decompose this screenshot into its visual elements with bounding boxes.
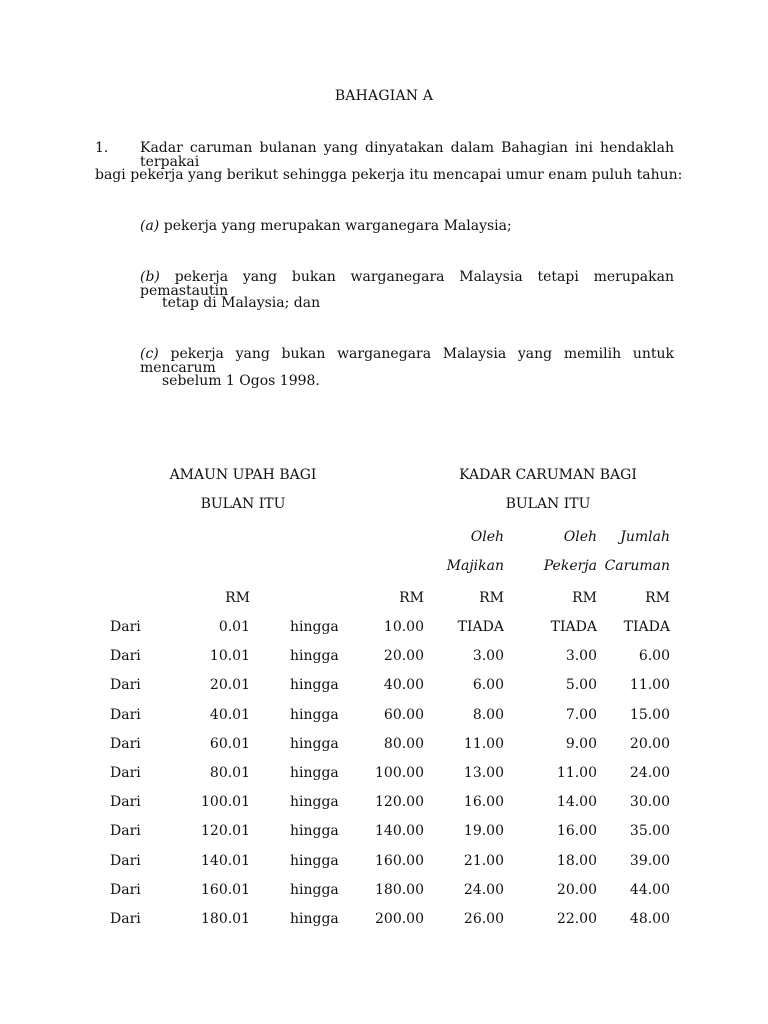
cell-from: 180.01 [201,910,250,927]
cell-total: 20.00 [629,735,670,752]
cell-total: 39.00 [629,852,670,869]
table-row [0,883,768,912]
cell-from: 20.01 [209,677,250,694]
cell-employee: 20.00 [556,881,597,898]
cell-total: 30.00 [629,794,670,811]
cell-total: 15.00 [629,706,670,723]
cell-employer: 24.00 [463,881,504,898]
cell-to: 60.00 [383,706,424,723]
list-item-c [140,347,674,375]
table-row [0,766,768,795]
header-wage-amount: AMAUN UPAH BAGI [169,467,317,483]
list-item-c-continuation: sebelum 1 Ogos 1998. [162,373,320,389]
item-label: (a) [140,218,160,234]
item-text: pekerja yang bukan warganegara Malaysia yang memilih untuk mencarum [140,346,674,376]
cell-to: 160.00 [375,852,424,869]
cell-employer: 6.00 [472,677,504,694]
table-row [0,678,768,707]
table-row [0,912,768,941]
cell-dari: Dari [110,881,141,898]
cell-hingga: hingga [290,619,339,635]
cell-dari: Dari [110,794,141,811]
table-row [0,620,768,649]
cell-hingga: hingga [290,852,339,869]
contribution-table [0,620,768,941]
cell-to: 10.00 [383,619,424,635]
table-row [0,824,768,853]
list-item-b [140,270,674,298]
cell-from: 120.01 [201,823,250,840]
cell-employee: 5.00 [565,677,597,694]
cell-total: 24.00 [629,764,670,781]
cell-dari: Dari [110,852,141,869]
cell-from: 100.01 [201,794,250,811]
cell-total: 11.00 [629,677,670,694]
cell-employee: 18.00 [556,852,597,869]
table-row [0,854,768,883]
cell-employer: TIADA [457,619,504,635]
cell-employee: 16.00 [556,823,597,840]
cell-employer: 26.00 [463,910,504,927]
cell-to: 180.00 [375,881,424,898]
cell-hingga: hingga [290,764,339,781]
cell-to: 40.00 [383,677,424,694]
cell-employee: 9.00 [565,735,597,752]
section-title: BAHAGIAN A [334,88,434,104]
col-header-employee-2: Pekerja [543,558,597,574]
cell-employer: 11.00 [463,735,504,752]
table-row [0,708,768,737]
cell-to: 100.00 [375,764,424,781]
unit-employee: RM [572,590,597,606]
cell-dari: Dari [110,910,141,927]
cell-dari: Dari [110,677,141,694]
item-label: (b) [140,269,160,285]
cell-dari: Dari [110,619,141,635]
cell-from: 60.01 [209,735,250,752]
cell-employee: 22.00 [556,910,597,927]
cell-hingga: hingga [290,823,339,840]
unit-from: RM [225,590,250,606]
header-contribution-rate: KADAR CARUMAN BAGI [459,467,637,483]
cell-hingga: hingga [290,648,339,665]
cell-employee: 7.00 [565,706,597,723]
unit-total: RM [645,590,670,606]
cell-dari: Dari [110,706,141,723]
col-header-employee-1: Oleh [563,529,597,545]
cell-employee: 14.00 [556,794,597,811]
cell-hingga: hingga [290,706,339,723]
cell-from: 80.01 [209,764,250,781]
table-row [0,795,768,824]
list-item-a [140,219,512,233]
cell-hingga: hingga [290,735,339,752]
cell-to: 120.00 [375,794,424,811]
cell-employee: 3.00 [565,648,597,665]
cell-total: 48.00 [629,910,670,927]
cell-hingga: hingga [290,677,339,694]
cell-from: 0.01 [218,619,250,635]
cell-to: 20.00 [383,648,424,665]
paragraph-number: 1. [95,140,109,156]
cell-dari: Dari [110,648,141,665]
cell-employer: 21.00 [463,852,504,869]
header-contribution-month: BULAN ITU [505,496,591,512]
item-text: pekerja yang merupakan warganegara Malaysia; [163,218,512,234]
cell-employee: TIADA [550,619,597,635]
table-row [0,649,768,678]
cell-hingga: hingga [290,794,339,811]
cell-total: 44.00 [629,881,670,898]
cell-total: 6.00 [638,648,670,665]
cell-from: 160.01 [201,881,250,898]
unit-employer: RM [479,590,504,606]
cell-total: 35.00 [629,823,670,840]
cell-employee: 11.00 [556,764,597,781]
cell-from: 40.01 [209,706,250,723]
item-text: pekerja yang bukan warganegara Malaysia tetapi merupakan pemastautin [140,269,675,299]
unit-to: RM [399,590,424,606]
item-label: (c) [140,346,159,362]
cell-dari: Dari [110,735,141,752]
list-item-b-continuation: tetap di Malaysia; dan [162,295,321,311]
cell-employer: 3.00 [472,648,504,665]
cell-employer: 8.00 [472,706,504,723]
cell-from: 140.01 [201,852,250,869]
col-header-employer-1: Oleh [470,529,504,545]
col-header-total-2: Caruman [604,558,670,574]
cell-employer: 19.00 [463,823,504,840]
cell-hingga: hingga [290,881,339,898]
cell-total: TIADA [623,619,670,635]
cell-to: 140.00 [375,823,424,840]
cell-dari: Dari [110,823,141,840]
header-wage-month: BULAN ITU [200,496,286,512]
cell-employer: 16.00 [463,794,504,811]
cell-to: 200.00 [375,910,424,927]
cell-from: 10.01 [209,648,250,665]
table-row [0,737,768,766]
cell-to: 80.00 [383,735,424,752]
cell-employer: 13.00 [463,764,504,781]
paragraph-line-2: bagi pekerja yang berikut sehingga pekerja itu mencapai umur enam puluh tahun: [95,167,683,183]
col-header-total-1: Jumlah [620,529,670,545]
paragraph-line-1: Kadar caruman bulanan yang dinyatakan dalam Bahagian ini hendaklah terpakai [140,140,674,170]
cell-dari: Dari [110,764,141,781]
cell-hingga: hingga [290,910,339,927]
col-header-employer-2: Majikan [446,558,504,574]
